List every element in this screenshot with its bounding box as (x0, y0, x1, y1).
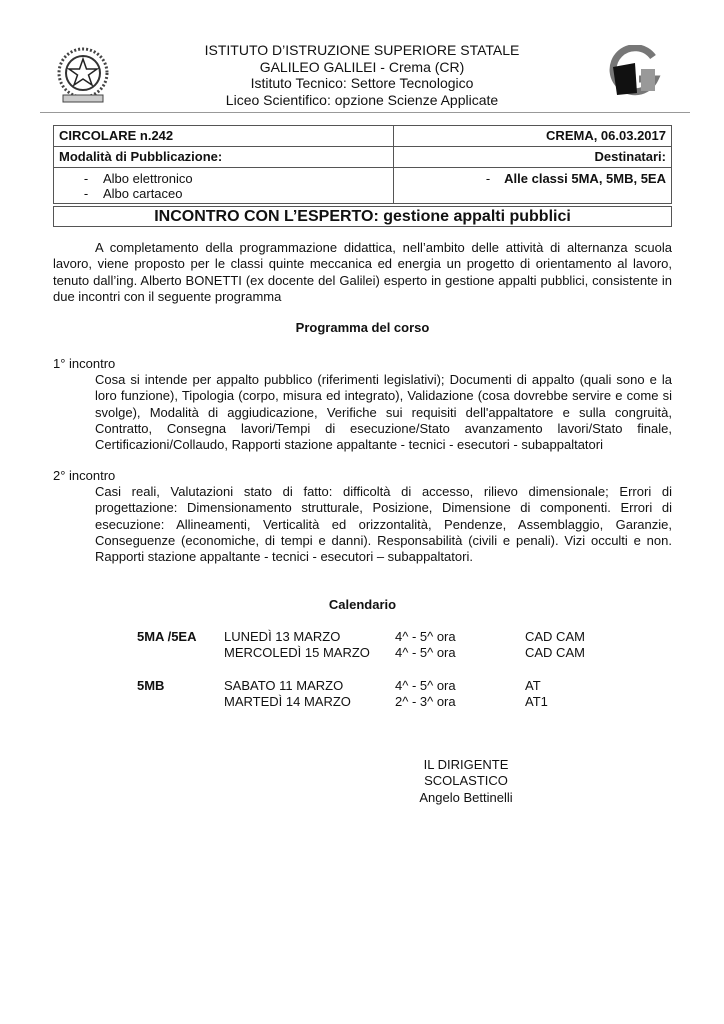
header-line: Liceo Scientifico: opzione Scienze Applicate (225, 91, 499, 108)
calendar-table (137, 629, 585, 710)
room-cell: CAD CAM (525, 645, 585, 661)
day-cell: MERCOLEDÌ 15 MARZO (224, 645, 370, 661)
hours-cell: 4^ - 5^ ora (395, 677, 456, 693)
class-cell: 5MB (137, 677, 165, 693)
signature-name: Angelo Bettinelli (419, 789, 513, 805)
meeting-2-label: 2° incontro (53, 468, 116, 483)
hours-cell: 4^ - 5^ ora (395, 645, 456, 661)
room-cell: AT (525, 677, 541, 693)
meeting-1-text: Cosa si intende per appalto pubblico (riferimenti legislativi); Documenti di appalto (quali sono e la loro funzione), Tipologia (corpo, misura ed integrato), Validazione (cosa dovrebbe servire e come si svolge), Modalità di aggiudicazione, Verifiche sui requisiti dell'appaltatore e sulla congruità, Contratto, Consegna lavori/Tempi di esecuzione/Stato avanzamento lavori/Stato finale, Certificazioni/Collaudo, Rapporti stazione appaltante - tecnici - esecutori - subappaltatori (95, 372, 672, 453)
meeting-1-label: 1° incontro (53, 356, 116, 371)
dash: - (485, 171, 491, 186)
calendar-row (137, 678, 585, 694)
circular-number: CIRCOLARE n.242 (54, 126, 394, 147)
publication-mode-label: Modalità di Pubblicazione: (54, 147, 394, 168)
circular-date: CREMA, 06.03.2017 (394, 126, 672, 147)
republic-emblem-logo (55, 45, 111, 105)
calendar-row (137, 629, 585, 645)
signature-block (380, 757, 552, 806)
publication-mode-text: Albo cartaceo (103, 186, 183, 201)
recipients-label: Destinatari: (394, 147, 672, 168)
class-cell: 5MA /5EA (137, 629, 197, 644)
publication-mode-item (59, 171, 388, 186)
publication-mode-item (59, 186, 388, 201)
day-cell: MARTEDÌ 14 MARZO (224, 693, 351, 709)
signature-role: IL DIRIGENTE SCOLASTICO (423, 757, 509, 789)
header-divider (40, 112, 690, 113)
publication-mode-text: Albo elettronico (103, 171, 193, 186)
recipients-item (394, 168, 672, 204)
calendar-row (137, 694, 585, 710)
school-header (150, 42, 574, 108)
program-heading: Programma del corso (295, 320, 430, 335)
galilei-school-logo (605, 45, 661, 101)
hours-cell: 4^ - 5^ ora (395, 629, 456, 644)
room-cell: AT1 (525, 693, 548, 709)
header-line: Istituto Tecnico: Settore Tecnologico (250, 75, 474, 91)
document-title: INCONTRO CON L’ESPERTO: gestione appalti pubblici (53, 206, 672, 227)
dash: - (83, 186, 89, 201)
recipients-text: Alle classi 5MA, 5MB, 5EA (504, 171, 666, 186)
room-cell: CAD CAM (525, 629, 585, 644)
calendar-heading: Calendario (328, 597, 397, 612)
day-cell: SABATO 11 MARZO (224, 677, 344, 693)
meeting-2-text: Casi reali, Valutazioni stato di fatto: difficoltà di accesso, rilievo dimensionale; Errori di progettazione: Dimensionamento strutturale, Posizione, Dimensione di componenti. Errori di esecuzione: Allineamenti, Verticalità ed orizzontalità, Pendenze, Assemblaggio, Garanzie, Conseguenze (economiche, di tempi e danni). Responsabilità (civili e penali). Vizi occulti e non. Rapporti stazione appaltante - tecnici - esecutori – subappaltatori. (95, 484, 672, 565)
hours-cell: 2^ - 3^ ora (395, 693, 456, 709)
class-cell (137, 645, 224, 661)
circular-info-table (53, 125, 672, 204)
intro-paragraph: A completamento della programmazione didattica, nell’ambito delle attività di alternanza scuola lavoro, viene proposto per le classi quinte meccanica ed energia un progetto di orientamento al lavoro, tenuto dall’ing. Alberto BONETTI (ex docente del Galilei) esperto in gestione appalti pubblici, consistente in due incontri con il seguente programma (53, 240, 672, 304)
header-line: GALILEO GALILEI - Crema (CR) (259, 58, 465, 75)
day-cell: LUNEDÌ 13 MARZO (224, 629, 341, 644)
dash: - (83, 171, 89, 186)
header-line: ISTITUTO D’ISTRUZIONE SUPERIORE STATALE (204, 42, 520, 58)
class-cell (137, 694, 224, 710)
calendar-row (137, 645, 585, 661)
